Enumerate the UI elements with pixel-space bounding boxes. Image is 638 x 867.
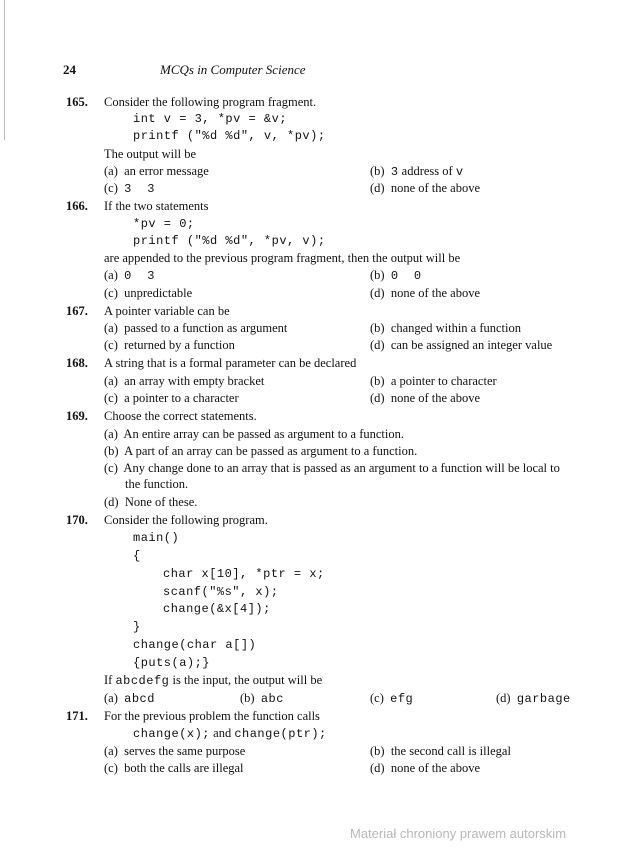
question-170-stem: Consider the following program. [104,513,268,527]
option-b: (b) 3 address of v [370,164,464,179]
code-line: change(char a[]) [133,638,257,652]
question-171-stem: For the previous problem the function calls [104,709,320,723]
option-c: (c) unpredictable [104,286,193,300]
question-170-stem-2: If abcdefg is the input, the output will be [104,673,323,688]
option-c: (c) efg [370,691,414,706]
question-166-stem: If the two statements [104,199,209,213]
option-d: (d) none of the above [370,391,481,405]
option-b: (b) 0 0 [370,268,422,283]
code-line: *pv = 0; [133,217,195,231]
option-a: (a) passed to a function as argument [104,321,288,335]
option-c: (c) 3 3 [104,181,155,196]
option-c: (c) Any change done to an array that is passed as an argument to a function will be local to [104,461,560,475]
page-edge-rule [4,0,5,140]
option-a: (a) serves the same purpose [104,744,246,758]
question-number-169: 169. [66,409,88,423]
question-number-171: 171. [66,709,88,723]
code-line: change(x); and change(ptr); [133,726,327,741]
question-number-166: 166. [66,199,88,213]
option-a: (a) 0 3 [104,268,155,283]
option-b: (b) a pointer to character [370,374,497,388]
option-a: (a) an error message [104,164,209,178]
question-number-170: 170. [66,513,88,527]
option-d: (d) none of the above [370,761,481,775]
question-165-stem-2: The output will be [104,147,196,161]
option-c: (c) a pointer to a character [104,391,239,405]
page-number: 24 [63,62,76,77]
question-169-stem: Choose the correct statements. [104,409,257,423]
code-line: main() [133,531,180,545]
code-line: printf ("%d %d", v, *pv); [133,129,326,143]
code-line: { [133,549,141,563]
question-165-stem: Consider the following program fragment. [104,95,317,109]
code-line: scanf("%s", x); [163,585,279,599]
option-a: (a) An entire array can be passed as argument to a function. [104,427,404,441]
option-d: (d) none of the above [370,286,481,300]
copyright-watermark: Materiał chroniony prawem autorskim [350,826,567,841]
option-b: (b) abc [240,691,284,706]
code-line: printf ("%d %d", *pv, v); [133,234,326,248]
running-head: MCQs in Computer Science [160,62,306,77]
option-c: (c) returned by a function [104,338,235,352]
question-166-stem-2: are appended to the previous program fragment, then the output will be [104,251,461,265]
option-d: (d) can be assigned an integer value [370,338,553,352]
question-number-165: 165. [66,95,88,109]
option-d: (d) None of these. [104,495,198,509]
question-167-stem: A pointer variable can be [104,304,230,318]
code-line: int v = 3, *pv = &v; [133,112,288,126]
option-b: (b) A part of an array can be passed as argument to a function. [104,444,418,458]
option-d: (d) garbage [496,691,571,706]
option-b: (b) changed within a function [370,321,521,335]
option-a: (a) an array with empty bracket [104,374,265,388]
option-d: (d) none of the above [370,181,481,195]
question-number-168: 168. [66,356,88,370]
option-b: (b) the second call is illegal [370,744,511,758]
option-a: (a) abcd [104,691,155,706]
code-line: {puts(a);} [133,656,211,670]
code-line: change(&x[4]); [163,602,271,616]
question-168-stem: A string that is a formal parameter can be declared [104,356,357,370]
code-line: } [133,620,141,634]
question-number-167: 167. [66,304,88,318]
option-c: (c) both the calls are illegal [104,761,244,775]
option-c-continued: the function. [125,477,189,491]
code-line: char x[10], *ptr = x; [163,567,325,581]
